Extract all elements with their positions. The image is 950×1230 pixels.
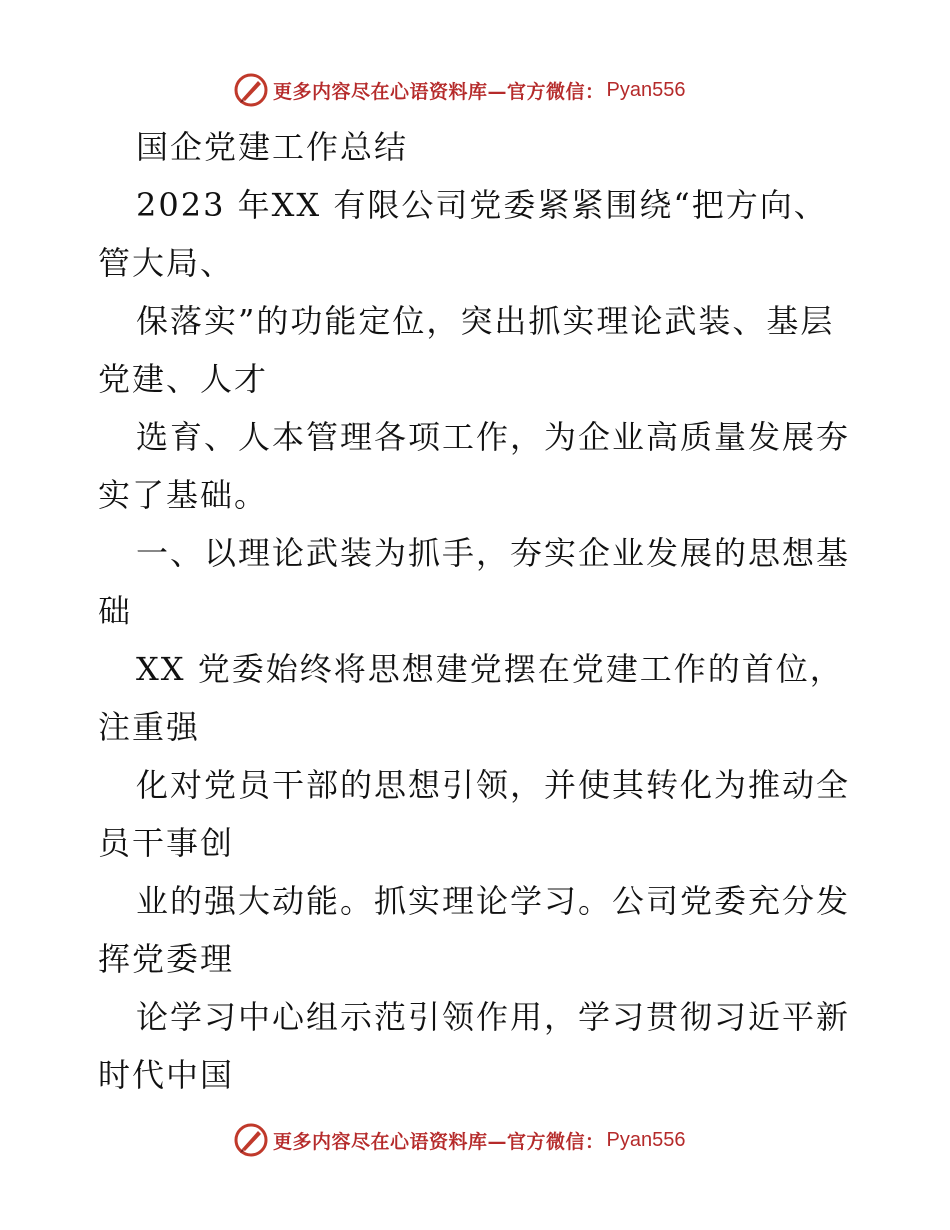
header-watermark	[233, 72, 685, 108]
text-line: 党建、人才	[98, 360, 269, 398]
watermark-text: 更多内容尽在心语资料库—官方微信：	[273, 80, 605, 103]
text-line: 员干事创	[98, 824, 235, 862]
text-line: 化对党员干部的思想引领，并使其转化为推动全	[136, 766, 851, 804]
text-line: 时代中国	[98, 1056, 235, 1094]
quill-pen-logo-icon	[233, 1122, 269, 1158]
watermark-wechat-id: Pyan556	[606, 78, 686, 101]
text-line: 业的强大动能。抓实理论学习。公司党委充分发	[136, 882, 851, 920]
document-title: 国企党建工作总结	[136, 128, 409, 166]
text-line: 挥党委理	[98, 940, 235, 978]
text-line: 2023 年XX 有限公司党委紧紧围绕“把方向、	[136, 186, 828, 224]
text-line: 选育、人本管理各项工作，为企业高质量发展夯	[136, 418, 851, 456]
text-line: 注重强	[98, 708, 201, 746]
text-line: 础	[98, 592, 133, 630]
text-line: 管大局、	[98, 244, 235, 282]
quill-pen-logo-icon	[233, 72, 269, 108]
text-line: 保落实”的功能定位，突出抓实理论武装、基层	[136, 302, 835, 340]
footer-watermark	[233, 1122, 685, 1158]
text-line: XX 党委始终将思想建党摆在党建工作的首位，	[136, 650, 844, 688]
text-line: 论学习中心组示范引领作用，学习贯彻习近平新	[136, 998, 851, 1036]
watermark-wechat-id: Pyan556	[606, 1128, 686, 1151]
text-line: 实了基础。	[98, 476, 269, 514]
text-line: 一、以理论武装为抓手，夯实企业发展的思想基	[136, 534, 851, 572]
watermark-text: 更多内容尽在心语资料库—官方微信：	[273, 1130, 605, 1153]
document-body	[98, 118, 858, 1104]
